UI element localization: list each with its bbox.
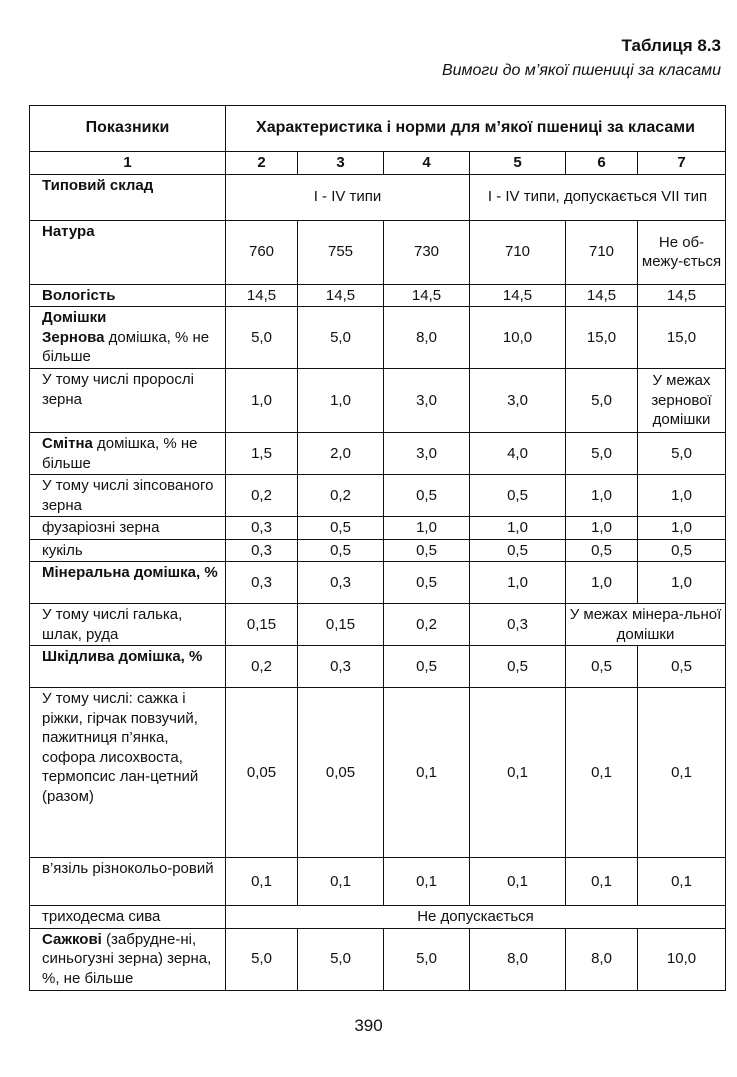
value-cell: 0,5 — [470, 539, 566, 562]
value-cell: 0,5 — [298, 539, 384, 562]
value-cell: 0,3 — [226, 562, 298, 604]
value-cell: 0,5 — [566, 646, 638, 688]
value-cell: 710 — [470, 220, 566, 284]
value-cell: 0,5 — [638, 646, 726, 688]
value-cell: 0,3 — [470, 604, 566, 646]
value-cell: 1,0 — [566, 517, 638, 540]
cell-types-classes-4-6: I - IV типи, допускається VII тип — [470, 174, 726, 220]
value-cell: 5,0 — [384, 928, 470, 990]
row-smitna — [30, 433, 726, 475]
label-rest-part: (забрудне-ні, синьогузні зерна) зерна, %, не більше — [42, 930, 212, 987]
value-cell: 0,3 — [226, 539, 298, 562]
value-cell: 0,5 — [384, 539, 470, 562]
row-label — [30, 433, 226, 475]
value-cell: 14,5 — [638, 284, 726, 307]
header-group: Характеристика і норми для м’якої пшениці за класами — [226, 106, 726, 152]
table-title: Вимоги до м’якої пшениці за класами — [441, 62, 721, 79]
row-sazhka — [30, 688, 726, 858]
value-cell: 0,1 — [566, 858, 638, 906]
value-cell: 14,5 — [470, 284, 566, 307]
value-cell: 15,0 — [638, 307, 726, 369]
label-rest-part: домішка, % не більше — [42, 328, 210, 365]
row-zernova — [30, 307, 726, 369]
value-cell: 5,0 — [298, 307, 384, 369]
row-prorosli — [30, 369, 726, 433]
value-cell: 0,1 — [384, 858, 470, 906]
label-rest-part: домішка, % не більше — [42, 435, 198, 472]
value-cell: 730 — [384, 220, 470, 284]
row-shkidlyva — [30, 646, 726, 688]
value-cell: 5,0 — [566, 369, 638, 433]
section-title: Домішки — [42, 309, 107, 326]
row-label: У тому числі зіпсованого зерна — [30, 475, 226, 517]
value-cell: 760 — [226, 220, 298, 284]
value-cell: 1,0 — [566, 475, 638, 517]
value-cell: 1,0 — [638, 562, 726, 604]
row-label — [30, 307, 226, 369]
value-cell: 10,0 — [470, 307, 566, 369]
value-cell: 1,0 — [470, 517, 566, 540]
value-cell: 8,0 — [384, 307, 470, 369]
value-cell: 710 — [566, 220, 638, 284]
value-cell: 14,5 — [566, 284, 638, 307]
value-cell: 0,5 — [384, 646, 470, 688]
row-vologist — [30, 284, 726, 307]
index-cell: 6 — [566, 152, 638, 175]
value-cell: У межах зернової домішки — [638, 369, 726, 433]
value-cell: 0,5 — [566, 539, 638, 562]
row-sazhkovi — [30, 928, 726, 990]
row-zipsovane — [30, 475, 726, 517]
row-label: Натура — [30, 220, 226, 284]
value-cell: 1,0 — [470, 562, 566, 604]
value-cell: 0,05 — [226, 688, 298, 858]
value-cell: 0,15 — [298, 604, 384, 646]
header-indicators: Показники — [30, 106, 226, 152]
value-cell: 8,0 — [470, 928, 566, 990]
value-cell: 0,5 — [384, 475, 470, 517]
index-cell: 1 — [30, 152, 226, 175]
row-mineralna — [30, 562, 726, 604]
value-cell: 0,5 — [298, 517, 384, 540]
merged-cell-mineral: У межах мінера-льної домішки — [566, 604, 726, 646]
row-typovy — [30, 174, 726, 220]
index-cell: 3 — [298, 152, 384, 175]
value-cell: 0,1 — [566, 688, 638, 858]
value-cell: 4,0 — [470, 433, 566, 475]
row-kukil — [30, 539, 726, 562]
row-label: Типовий склад — [30, 174, 226, 220]
value-cell: 0,1 — [226, 858, 298, 906]
value-cell: 5,0 — [226, 928, 298, 990]
row-fuzariozni — [30, 517, 726, 540]
row-label: У тому числі галька, шлак, руда — [30, 604, 226, 646]
value-cell: 5,0 — [566, 433, 638, 475]
index-cell: 5 — [470, 152, 566, 175]
value-cell: 14,5 — [226, 284, 298, 307]
value-cell: 15,0 — [566, 307, 638, 369]
value-cell: 1,0 — [638, 475, 726, 517]
row-label: У тому числі: сажка і ріжки, гірчак повзучий, пажитниця п’янка, софора лисохвоста, термопсис лан-цетний (разом) — [30, 688, 226, 858]
row-label — [30, 928, 226, 990]
value-cell: 10,0 — [638, 928, 726, 990]
value-cell: 0,1 — [470, 688, 566, 858]
row-tryhodesma — [30, 906, 726, 929]
value-cell: 755 — [298, 220, 384, 284]
value-cell: 0,1 — [384, 688, 470, 858]
row-label: фузаріозні зерна — [30, 517, 226, 540]
value-cell: 0,3 — [226, 517, 298, 540]
value-cell: 14,5 — [384, 284, 470, 307]
wheat-requirements-table — [29, 105, 726, 991]
value-cell: 5,0 — [298, 928, 384, 990]
value-cell: 3,0 — [470, 369, 566, 433]
row-label: Вологість — [30, 284, 226, 307]
cell-types-classes-1-3: I - IV типи — [226, 174, 470, 220]
label-bold-part: Сажкові — [42, 930, 102, 948]
value-cell: 14,5 — [298, 284, 384, 307]
row-label: Шкідлива домішка, % — [30, 646, 226, 688]
value-cell: 0,2 — [298, 475, 384, 517]
index-cell: 7 — [638, 152, 726, 175]
value-cell: 0,2 — [384, 604, 470, 646]
row-label: Мінеральна домішка, % — [30, 562, 226, 604]
row-natura — [30, 220, 726, 284]
value-cell: 3,0 — [384, 433, 470, 475]
table-number: Таблиця 8.3 — [621, 36, 721, 55]
value-cell: 0,05 — [298, 688, 384, 858]
value-cell: 0,3 — [298, 646, 384, 688]
value-cell: 0,1 — [470, 858, 566, 906]
row-label: в’язіль різнокольо-ровий — [30, 858, 226, 906]
value-cell: 5,0 — [638, 433, 726, 475]
value-cell: 1,0 — [566, 562, 638, 604]
value-cell: 0,1 — [638, 858, 726, 906]
value-cell: Не об-межу-ється — [638, 220, 726, 284]
value-cell: 1,0 — [298, 369, 384, 433]
row-label: кукіль — [30, 539, 226, 562]
value-cell: 8,0 — [566, 928, 638, 990]
value-cell: 0,5 — [384, 562, 470, 604]
row-label: У тому числі пророслі зерна — [30, 369, 226, 433]
index-cell: 2 — [226, 152, 298, 175]
value-cell: 0,5 — [638, 539, 726, 562]
value-cell: 0,3 — [298, 562, 384, 604]
value-cell: 0,1 — [638, 688, 726, 858]
value-cell: 5,0 — [226, 307, 298, 369]
index-cell: 4 — [384, 152, 470, 175]
index-row — [30, 152, 726, 175]
page-number: 390 — [354, 1016, 383, 1035]
merged-cell-not-allowed: Не допускається — [226, 906, 726, 929]
value-cell: 0,5 — [470, 646, 566, 688]
row-galka — [30, 604, 726, 646]
value-cell: 0,15 — [226, 604, 298, 646]
value-cell: 1,0 — [226, 369, 298, 433]
label-bold-part: Зернова — [42, 328, 105, 346]
value-cell: 1,5 — [226, 433, 298, 475]
row-label: триходесма сива — [30, 906, 226, 929]
value-cell: 0,1 — [298, 858, 384, 906]
value-cell: 0,2 — [226, 646, 298, 688]
label-bold-part: Смітна — [42, 435, 93, 452]
value-cell: 0,2 — [226, 475, 298, 517]
value-cell: 1,0 — [638, 517, 726, 540]
value-cell: 2,0 — [298, 433, 384, 475]
value-cell: 0,5 — [470, 475, 566, 517]
value-cell: 3,0 — [384, 369, 470, 433]
value-cell: 1,0 — [384, 517, 470, 540]
header-row — [30, 106, 726, 152]
row-vyazil — [30, 858, 726, 906]
